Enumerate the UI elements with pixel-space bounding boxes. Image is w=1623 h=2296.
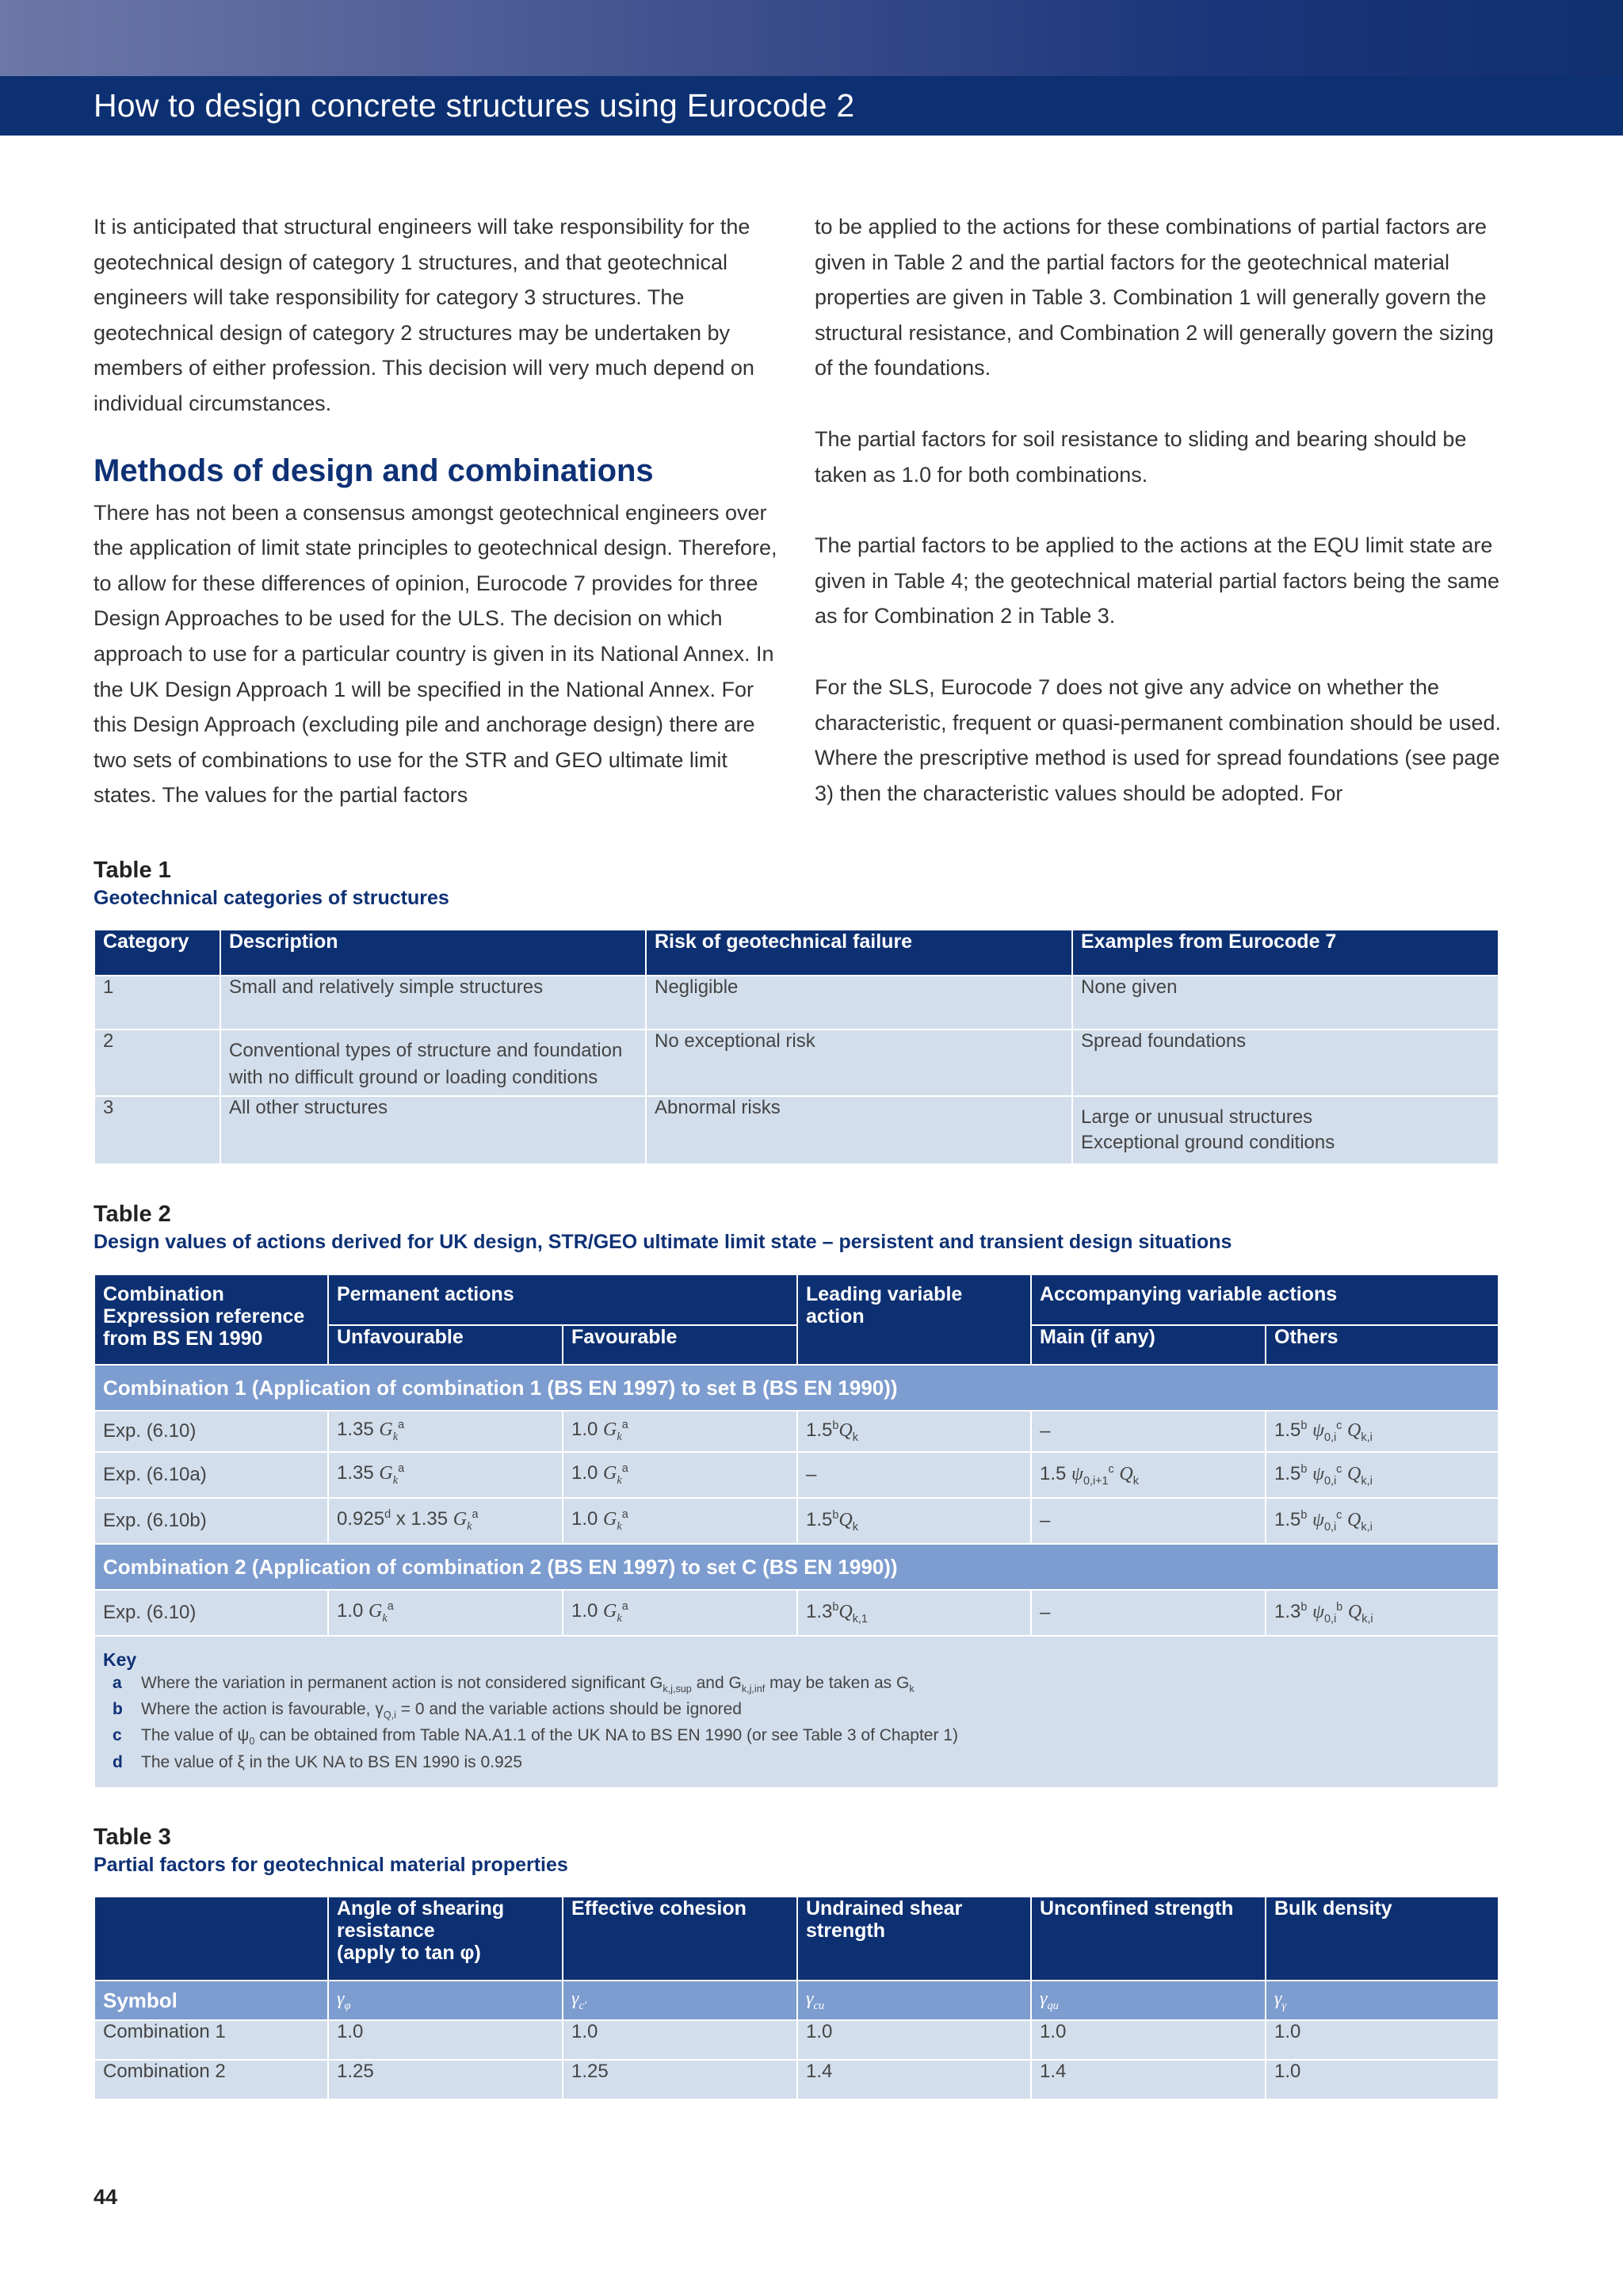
key-item-a — [103, 1673, 1490, 1699]
table2-sup: b — [832, 1508, 839, 1522]
table2-symbol: G — [379, 1463, 393, 1484]
table2-cell-others — [1266, 1411, 1499, 1452]
table3-symbol — [328, 1981, 563, 2020]
table2-sub: k — [467, 1519, 472, 1533]
table3-header-cohesion: Effective cohesion — [563, 1897, 797, 1981]
table2-symbol: ψ — [1312, 1509, 1324, 1530]
table2-sup: a — [387, 1600, 394, 1614]
table1-cell: No exceptional risk — [646, 1030, 1072, 1096]
table2-header-text: Leading variable — [806, 1283, 963, 1305]
table3-header-angle — [328, 1897, 563, 1981]
table2-value: 1.0 — [571, 1508, 604, 1530]
table1-header-risk: Risk of geotechnical failure — [646, 930, 1072, 976]
table3-cell: 1.0 — [328, 2020, 563, 2060]
table2-sub: k — [617, 1473, 622, 1487]
table3-header-unconfined: Unconfined strength — [1031, 1897, 1266, 1981]
table3-sub: cu — [813, 1999, 825, 2012]
table1-cell — [220, 976, 646, 1030]
table2-sup: a — [398, 1462, 405, 1476]
table2-sub: 0,i — [1323, 1474, 1337, 1488]
table2-sup: c — [1336, 1419, 1342, 1432]
table2-symbol: G — [603, 1463, 617, 1484]
table2-symbol: Q — [1347, 1463, 1361, 1484]
table3-cell: 1.0 — [797, 2020, 1031, 2060]
table1-header-description: Description — [220, 930, 646, 976]
key-title: Key — [103, 1649, 137, 1670]
table2-band-combination2: Combination 2 (Application of combination 2 (BS EN 1997) to set C (BS EN 1990)) — [94, 1544, 1499, 1590]
table1-title: Geotechnical categories of structures — [94, 887, 449, 909]
key-text — [141, 1725, 958, 1752]
table2-sup: b — [1300, 1462, 1308, 1476]
table2-header-text: from BS EN 1990 — [103, 1328, 263, 1350]
table3-label: Table 3 — [94, 1824, 171, 1850]
table2-sup: a — [621, 1600, 628, 1614]
table1-cell — [1072, 1096, 1499, 1164]
table3-cell-name: Combination 2 — [94, 2060, 328, 2099]
table3 — [94, 1896, 1499, 2100]
key-text — [141, 1673, 915, 1699]
key-letter: a — [113, 1674, 122, 1692]
table2-cell-exp: Exp. (6.10b) — [94, 1498, 328, 1544]
key-sub: 0 — [249, 1736, 255, 1748]
table2-symbol: G — [379, 1419, 393, 1441]
table2-sub: k,i — [1361, 1431, 1373, 1444]
table2-band-row — [94, 1365, 1499, 1411]
table2-cell-leading: – — [797, 1452, 1031, 1498]
table2-header-text: action — [806, 1305, 865, 1328]
table2-sup: c — [1336, 1508, 1342, 1522]
table3-cell: 1.0 — [1266, 2060, 1499, 2099]
table2-sup: a — [472, 1508, 479, 1522]
table2-value: 0.925 — [337, 1508, 385, 1530]
table-row — [94, 1452, 1499, 1498]
gamma-symbol: γ — [806, 1988, 814, 2009]
key-text-part: Where the action is favourable, γ — [141, 1700, 384, 1719]
table2-sub: k — [382, 1611, 388, 1625]
table2-value: 1.5 — [1040, 1462, 1072, 1484]
table1-cell-text: Large or unusual structures — [1081, 1106, 1313, 1128]
table2-sup: b — [1300, 1508, 1308, 1522]
table3-cell: 1.4 — [797, 2060, 1031, 2099]
table2-cell-others — [1266, 1452, 1499, 1498]
table2-cell-exp: Exp. (6.10a) — [94, 1452, 328, 1498]
table2-cell-favourable — [563, 1411, 797, 1452]
table2-header-unfavourable: Unfavourable — [328, 1325, 563, 1365]
table-row — [94, 1030, 1499, 1096]
table2-value: 1.0 — [571, 1600, 604, 1622]
key-sub: k,j,sup — [663, 1683, 692, 1695]
table2-cell-exp: Exp. (6.10) — [94, 1411, 328, 1452]
gamma-symbol: γ — [337, 1988, 345, 2009]
key-text — [141, 1699, 742, 1725]
table-row — [94, 976, 1499, 1030]
table3-cell: 1.25 — [563, 2060, 797, 2099]
key-text-part: The value of ψ — [141, 1726, 250, 1745]
table3-symbol — [1266, 1981, 1499, 2020]
table2-sub: k — [392, 1430, 399, 1443]
table2-value: 1.5 — [1274, 1419, 1301, 1441]
table3-symbol-label: Symbol — [94, 1981, 328, 2020]
table2-header-text: Expression reference — [103, 1305, 305, 1328]
table-row — [94, 1590, 1499, 1636]
table1-cell: All other structures — [220, 1096, 646, 1164]
table2-key — [94, 1636, 1499, 1788]
table3-header-bulk: Bulk density — [1266, 1897, 1499, 1981]
table2-sub: k — [852, 1520, 858, 1534]
table2-value: 1.3 — [806, 1600, 833, 1622]
table1-header-category: Category — [94, 930, 220, 976]
table2-sub: 0,i — [1323, 1431, 1337, 1444]
table1-cell: Spread foundations — [1072, 1030, 1499, 1096]
table2-header-favourable: Favourable — [563, 1325, 797, 1365]
table-row — [94, 1498, 1499, 1544]
table2-symbol: Q — [1347, 1601, 1362, 1622]
key-text-part: = 0 and the variable actions should be ignored — [395, 1700, 742, 1719]
table2-symbol: G — [453, 1509, 468, 1530]
table2-symbol: Q — [1119, 1463, 1133, 1484]
key-text-part: can be obtained from Table NA.A1.1 of the UK NA to BS EN 1990 (or see Table 3 of Chapter 1) — [254, 1726, 958, 1745]
table2-sub: 0,i+1 — [1083, 1474, 1109, 1488]
table2-symbol: G — [603, 1509, 617, 1530]
table2-sup: d — [384, 1508, 391, 1522]
table2-title: Design values of actions derived for UK design, STR/GEO ultimate limit state – persistent and transient design situations — [94, 1231, 1232, 1253]
table3-sub: c' — [579, 1999, 586, 2012]
table2-cell-main: – — [1031, 1590, 1266, 1636]
key-letter: d — [113, 1752, 123, 1771]
table2-symbol: ψ — [1071, 1463, 1083, 1484]
key-sub: Q,i — [383, 1710, 396, 1721]
table1-cell-text: Conventional types of structure and foundation — [229, 1040, 623, 1061]
table3-symbol — [1031, 1981, 1266, 2020]
key-letter: c — [113, 1726, 122, 1745]
table2-sub: k — [617, 1611, 622, 1625]
table2-cell-unfavourable — [328, 1498, 563, 1544]
right-column — [815, 209, 1504, 811]
table2-sup: a — [398, 1419, 405, 1432]
table2-band-row — [94, 1544, 1499, 1590]
table1-cell: Abnormal risks — [646, 1096, 1072, 1164]
table2-value: x 1.35 — [391, 1508, 453, 1530]
table3-header-text: (apply to tan φ) — [337, 1942, 481, 1964]
table2-cell-unfavourable — [328, 1452, 563, 1498]
table-row — [94, 1411, 1499, 1452]
table2-sup: b — [1336, 1600, 1343, 1614]
table2-header-text: Combination — [103, 1283, 224, 1305]
key-sub: k,j,inf — [741, 1683, 766, 1695]
table3-header-row — [94, 1897, 1499, 1981]
table3-sub: qu — [1047, 1999, 1059, 2012]
table2-sub: k — [852, 1431, 858, 1444]
table2-sup: b — [832, 1600, 839, 1614]
left-column — [94, 209, 783, 813]
table3-header-empty — [94, 1897, 328, 1981]
table2-sub: k — [1132, 1474, 1139, 1488]
table1-label: Table 1 — [94, 858, 171, 883]
key-sub: k — [909, 1683, 915, 1695]
table2-value: 1.0 — [571, 1462, 604, 1484]
table1-cell: 1 — [94, 976, 220, 1030]
table2-cell-main: – — [1031, 1411, 1266, 1452]
key-text-part: may be taken as G — [765, 1674, 910, 1692]
table3-symbol — [563, 1981, 797, 2020]
gamma-symbol: γ — [571, 1988, 579, 2009]
table2-symbol: G — [603, 1419, 617, 1441]
table2-sup: b — [832, 1419, 839, 1432]
key-item-c — [103, 1725, 1490, 1752]
table2-symbol: G — [369, 1601, 383, 1622]
table2-header-leading — [797, 1274, 1031, 1365]
right-paragraph-2: The partial factors for soil resistance to sliding and bearing should be taken as 1.0 for both combinations. — [815, 426, 1467, 487]
table3-sub: γ — [1281, 1999, 1287, 2012]
table1-cell-text: with no difficult ground or loading conditions — [229, 1067, 598, 1088]
table2-band-combination1: Combination 1 (Application of combination 1 (BS EN 1997) to set B (BS EN 1990)) — [94, 1365, 1499, 1411]
table3-symbol-row — [94, 1981, 1499, 2020]
table2-cell-leading — [797, 1411, 1031, 1452]
table2-cell-others — [1266, 1590, 1499, 1636]
table2-cell-leading — [797, 1498, 1031, 1544]
table3-cell: 1.0 — [1031, 2020, 1266, 2060]
table3-header-text: Undrained shear — [806, 1897, 963, 1920]
table3-sub: φ — [344, 1999, 351, 2012]
table2-cell-main — [1031, 1452, 1266, 1498]
table1-cell: None given — [1072, 976, 1499, 1030]
table3-symbol — [797, 1981, 1031, 2020]
page-number: 44 — [94, 2185, 118, 2209]
table3-caption — [94, 1823, 568, 1878]
table2-cell-favourable — [563, 1452, 797, 1498]
table3-cell: 1.25 — [328, 2060, 563, 2099]
table-row — [94, 2060, 1499, 2099]
table2-symbol: G — [603, 1601, 617, 1622]
table3-cell-name: Combination 1 — [94, 2020, 328, 2060]
table2-symbol: Q — [1347, 1419, 1361, 1441]
table1-cell-text: Exceptional ground conditions — [1081, 1132, 1335, 1153]
key-item-d — [103, 1752, 1490, 1773]
table3-cell: 1.0 — [1266, 2020, 1499, 2060]
table2-symbol: ψ — [1312, 1463, 1324, 1484]
table2-symbol: Q — [838, 1509, 853, 1530]
table2-header-combination — [94, 1274, 328, 1365]
table3-header-undrained — [797, 1897, 1031, 1981]
table2-caption — [94, 1200, 1232, 1255]
table2-sup: a — [621, 1419, 628, 1432]
table2-header-accompanying: Accompanying variable actions — [1031, 1274, 1499, 1325]
table2-sup: c — [1108, 1462, 1114, 1476]
table2-sub: k,1 — [852, 1612, 868, 1626]
table2-symbol: Q — [1347, 1509, 1361, 1530]
table2-header-permanent: Permanent actions — [328, 1274, 797, 1325]
table1-cell — [220, 1030, 646, 1096]
table2-value: 1.5 — [1274, 1508, 1301, 1530]
table2-symbol: Q — [838, 1419, 853, 1441]
table2-value: 1.35 — [337, 1419, 380, 1441]
key-item-b — [103, 1699, 1490, 1725]
table2-cell-unfavourable — [328, 1590, 563, 1636]
table2-value: 1.35 — [337, 1462, 380, 1484]
table1-header-examples: Examples from Eurocode 7 — [1072, 930, 1499, 976]
table2-cell-favourable — [563, 1498, 797, 1544]
table2-symbol: Q — [838, 1601, 853, 1622]
table2-cell-unfavourable — [328, 1411, 563, 1452]
table2-sub: k — [392, 1473, 399, 1487]
right-paragraph-3: The partial factors to be applied to the actions at the EQU limit state are given in Table 4; the geotechnical material partial factors being the same as for Combination 2 in Table 3. — [815, 533, 1500, 628]
table2-value: 1.5 — [806, 1508, 833, 1530]
table2-symbol: ψ — [1312, 1419, 1324, 1441]
table2-value: 1.0 — [337, 1600, 369, 1622]
gamma-symbol: γ — [1040, 1988, 1048, 2009]
table2-sup: b — [1300, 1600, 1308, 1614]
table1-caption — [94, 856, 449, 911]
table2-sub: k,i — [1361, 1520, 1373, 1534]
key-text-part: and G — [691, 1674, 742, 1692]
table2-sub: k — [617, 1430, 622, 1443]
page-title: How to design concrete structures using Eurocode 2 — [94, 87, 855, 124]
table2-sub: 0,i — [1323, 1520, 1337, 1534]
table3-cell: 1.0 — [563, 2020, 797, 2060]
table1-cell: Negligible — [646, 976, 1072, 1030]
table2-cell-main: – — [1031, 1498, 1266, 1544]
table2-sup: c — [1336, 1462, 1342, 1476]
table1-header-row — [94, 930, 1499, 976]
table-row — [94, 1096, 1499, 1164]
table2-header-main: Main (if any) — [1031, 1325, 1266, 1365]
table2-cell-others — [1266, 1498, 1499, 1544]
table2-key-row — [94, 1636, 1499, 1788]
table2-cell-favourable — [563, 1590, 797, 1636]
header-gradient-band — [0, 0, 1623, 76]
table3-cell: 1.4 — [1031, 2060, 1266, 2099]
table-row — [94, 2020, 1499, 2060]
table3-header-text: strength — [806, 1920, 885, 1942]
table2-sub: k — [617, 1519, 622, 1533]
gamma-symbol: γ — [1274, 1988, 1282, 2009]
table3-header-text: Angle of shearing — [337, 1897, 505, 1920]
table2-sub: k,i — [1361, 1474, 1373, 1488]
table2-symbol: ψ — [1312, 1601, 1324, 1622]
table3-header-text: resistance — [337, 1920, 435, 1942]
key-text-part: Where the variation in permanent action is not considered significant G — [141, 1674, 663, 1692]
left-paragraph-2: There has not been a consensus amongst geotechnical engineers over the application of limit state principles to geotechnical design. Therefore, to allow for these differences of opinion, Eurocode 7 provides for three Design Approaches to be used for the ULS. The decision on which approach to use for a particular country is given in its National Annex. In the UK Design Approach 1 will be specified in the National Annex. For this Design Approach (excluding pile and anchorage design) there are two sets of combinations to use for the STR and GEO ultimate limit states. The values for the partial factors — [94, 500, 777, 808]
table2-cell-exp: Exp. (6.10) — [94, 1590, 328, 1636]
key-letter: b — [113, 1700, 123, 1719]
table2-header-others: Others — [1266, 1325, 1499, 1365]
right-paragraph-4: For the SLS, Eurocode 7 does not give any advice on whether the characteristic, frequent or quasi-permanent combination should be used. Where the prescriptive method is used for spread foundations (see page 3) then the characteristic values should be adopted. For — [815, 674, 1501, 805]
table2-sup: a — [621, 1508, 628, 1522]
table2 — [94, 1274, 1499, 1789]
table1-cell: 3 — [94, 1096, 220, 1164]
right-paragraph-1: to be applied to the actions for these combinations of partial factors are given in Table 2 and the partial factors for the geotechnical material properties are given in Table 3. Combination 1 will generally govern the structural resistance, and Combination 2 will generally govern the sizing of the foundations. — [815, 215, 1494, 380]
table1-cell: 2 — [94, 1030, 220, 1096]
table3-title: Partial factors for geotechnical material properties — [94, 1854, 568, 1876]
table2-sub: 0,i — [1323, 1612, 1337, 1626]
table1-cell-text: Small and relatively simple structures — [229, 976, 544, 998]
table2-label: Table 2 — [94, 1201, 171, 1227]
table2-value: 1.3 — [1274, 1600, 1301, 1622]
section-heading: Methods of design and combinations — [94, 453, 654, 488]
table2-cell-leading — [797, 1590, 1031, 1636]
table2-sub: k,i — [1361, 1612, 1373, 1626]
table2-header-row-1 — [94, 1274, 1499, 1325]
table2-value: 1.5 — [1274, 1462, 1301, 1484]
table2-value: 1.5 — [806, 1419, 833, 1441]
table2-sup: a — [621, 1462, 628, 1476]
table2-sup: b — [1300, 1419, 1308, 1432]
table1 — [94, 929, 1499, 1165]
table2-value: 1.0 — [571, 1419, 604, 1441]
left-paragraph-1: It is anticipated that structural engineers will take responsibility for the geotechnical design of category 1 structures, and that geotechnical engineers will take responsibility for category 3 structures. The geotechnical design of category 2 structures may be undertaken by members of either profession. This decision will very much depend on individual circumstances. — [94, 215, 754, 415]
key-text: The value of ξ in the UK NA to BS EN 1990 is 0.925 — [141, 1752, 523, 1771]
